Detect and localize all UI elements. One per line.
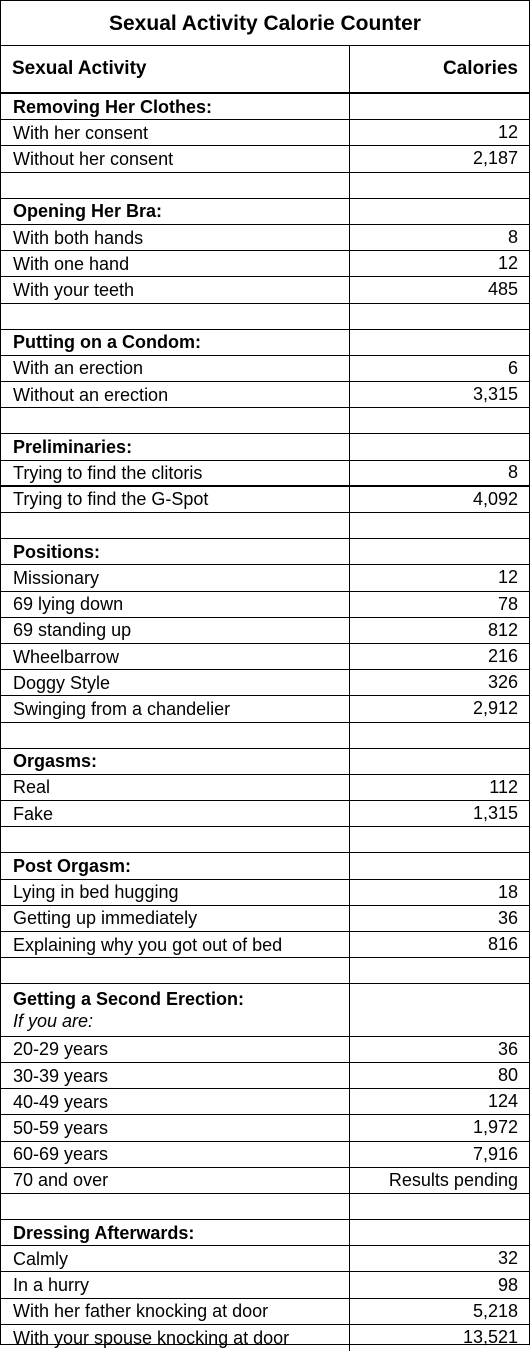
activity-cell	[1, 94, 350, 119]
activity-cell	[1, 1194, 350, 1219]
activity-cell	[1, 330, 350, 355]
section-header-row	[1, 984, 529, 1036]
table-row	[1, 382, 529, 408]
activity-cell	[1, 408, 350, 433]
header-row	[1, 46, 529, 94]
table-row	[1, 487, 529, 513]
calories-cell	[350, 1299, 529, 1324]
calories-cell	[350, 277, 529, 302]
calories-cell	[350, 801, 529, 826]
activity-label: Without her consent	[13, 148, 174, 169]
activity-cell	[1, 670, 350, 695]
activity-cell	[1, 1089, 350, 1114]
calories-cell	[350, 1115, 529, 1140]
activity-label: With her consent	[13, 122, 149, 143]
calories-cell	[350, 199, 529, 224]
calories-cell	[350, 853, 529, 878]
calories-value: 36	[497, 907, 518, 928]
blank-row	[1, 827, 529, 853]
calories-cell	[350, 251, 529, 276]
activity-cell	[1, 644, 350, 669]
calories-cell	[350, 225, 529, 250]
activity-cell	[1, 984, 350, 1035]
activity-label: Calmly	[13, 1248, 69, 1269]
activity-label: 69 lying down	[13, 594, 124, 615]
calories-cell	[350, 434, 529, 459]
calories-cell	[350, 1063, 529, 1088]
calories-cell	[350, 94, 529, 119]
activity-label: 60-69 years	[13, 1144, 109, 1165]
calories-cell	[350, 644, 529, 669]
activity-cell	[1, 696, 350, 721]
calories-value: 7,916	[472, 1143, 518, 1164]
table-row	[1, 775, 529, 801]
calories-value: 12	[497, 567, 518, 588]
table-row	[1, 932, 529, 958]
activity-label: With both hands	[13, 227, 144, 248]
blank-row	[1, 408, 529, 434]
activity-label: Missionary	[13, 567, 100, 588]
section-label: Orgasms:	[13, 751, 98, 772]
activity-label: 69 standing up	[13, 620, 132, 641]
calories-value: 32	[497, 1248, 518, 1269]
calories-cell	[350, 696, 529, 721]
calories-cell	[350, 487, 529, 512]
activity-cell	[1, 513, 350, 538]
calories-cell	[350, 461, 529, 485]
activity-cell	[1, 120, 350, 145]
table-row	[1, 618, 529, 644]
activity-cell	[1, 1220, 350, 1245]
calories-cell	[350, 932, 529, 957]
activity-label: Fake	[13, 803, 54, 824]
calories-cell	[350, 1168, 529, 1193]
calories-cell	[350, 565, 529, 590]
activity-cell	[1, 775, 350, 800]
calories-value: 3,315	[472, 384, 518, 405]
activity-cell	[1, 539, 350, 564]
calories-value: 98	[497, 1274, 518, 1295]
section-header-row	[1, 199, 529, 225]
activity-cell	[1, 1142, 350, 1167]
calories-cell	[350, 827, 529, 852]
table-row	[1, 1115, 529, 1141]
calories-cell	[350, 1089, 529, 1114]
table-row	[1, 592, 529, 618]
activity-label: Wheelbarrow	[13, 646, 120, 667]
section-label: Positions:	[13, 541, 101, 562]
calories-cell	[350, 880, 529, 905]
activity-label: With her father knocking at door	[13, 1301, 269, 1322]
calories-value: 8	[507, 227, 518, 248]
activity-cell	[1, 1246, 350, 1271]
activity-cell	[1, 225, 350, 250]
calories-value: 8	[507, 462, 518, 483]
activity-cell	[1, 749, 350, 774]
blank-row	[1, 958, 529, 984]
calories-cell	[350, 1142, 529, 1167]
section-header-row	[1, 539, 529, 565]
calories-value: 4,092	[472, 488, 518, 509]
section-header-row	[1, 434, 529, 460]
section-header-row	[1, 94, 529, 120]
activity-label: 70 and over	[13, 1170, 109, 1191]
calories-cell	[350, 1194, 529, 1219]
calories-cell	[350, 408, 529, 433]
calories-cell	[350, 539, 529, 564]
activity-cell	[1, 1063, 350, 1088]
activity-cell	[1, 146, 350, 171]
activity-cell	[1, 356, 350, 381]
calories-value: 13,521	[462, 1327, 518, 1348]
table-row	[1, 461, 529, 487]
table-row	[1, 1142, 529, 1168]
section-header-row	[1, 1220, 529, 1246]
activity-label: 30-39 years	[13, 1065, 109, 1086]
calories-cell	[350, 173, 529, 198]
calories-cell	[350, 330, 529, 355]
table-row	[1, 801, 529, 827]
table-title: Sexual Activity Calorie Counter	[1, 1, 529, 46]
calories-cell	[350, 1220, 529, 1245]
calories-value: 36	[497, 1038, 518, 1059]
activity-label: Lying in bed hugging	[13, 882, 179, 903]
table-row	[1, 1063, 529, 1089]
table-row	[1, 696, 529, 722]
blank-row	[1, 1194, 529, 1220]
table-row	[1, 225, 529, 251]
activity-cell	[1, 251, 350, 276]
activity-cell	[1, 932, 350, 957]
calories-cell	[350, 304, 529, 329]
calories-cell	[350, 1272, 529, 1297]
calories-value: 80	[497, 1065, 518, 1086]
activity-cell	[1, 1299, 350, 1324]
section-sublabel: If you are:	[13, 1011, 94, 1032]
section-header-row	[1, 853, 529, 879]
table-row	[1, 1325, 529, 1351]
activity-label: With your teeth	[13, 279, 135, 300]
section-label: Post Orgasm:	[13, 856, 132, 877]
activity-label: 20-29 years	[13, 1039, 109, 1060]
table-row	[1, 1168, 529, 1194]
calories-cell	[350, 775, 529, 800]
calories-value: 124	[487, 1091, 518, 1112]
calories-cell	[350, 382, 529, 407]
calories-cell	[350, 618, 529, 643]
activity-cell	[1, 173, 350, 198]
section-header-row	[1, 330, 529, 356]
calories-value: 812	[487, 619, 518, 640]
blank-row	[1, 304, 529, 330]
calories-value: 12	[497, 253, 518, 274]
blank-row	[1, 513, 529, 539]
calories-cell	[350, 958, 529, 983]
activity-cell	[1, 199, 350, 224]
calories-cell	[350, 906, 529, 931]
header-activity: Sexual Activity	[1, 46, 350, 92]
table-row	[1, 251, 529, 277]
table-row	[1, 1089, 529, 1115]
section-header-row	[1, 749, 529, 775]
blank-row	[1, 173, 529, 199]
table-row	[1, 1037, 529, 1063]
calories-cell	[350, 749, 529, 774]
calories-cell	[350, 984, 529, 1035]
table-row	[1, 880, 529, 906]
activity-cell	[1, 958, 350, 983]
calories-value: 816	[487, 934, 518, 955]
activity-cell	[1, 1037, 350, 1062]
activity-cell	[1, 880, 350, 905]
activity-cell	[1, 723, 350, 748]
activity-label: Trying to find the G-Spot	[13, 489, 209, 510]
table-row	[1, 1272, 529, 1298]
calories-value: 1,315	[472, 803, 518, 824]
calories-cell	[350, 723, 529, 748]
activity-label: Trying to find the clitoris	[13, 462, 203, 483]
activity-label: With your spouse knocking at door	[13, 1327, 290, 1348]
calories-value: 6	[507, 357, 518, 378]
activity-label: Doggy Style	[13, 672, 111, 693]
activity-label: In a hurry	[13, 1275, 90, 1296]
activity-label: Real	[13, 777, 51, 798]
activity-cell	[1, 592, 350, 617]
calories-cell	[350, 1246, 529, 1271]
table-row	[1, 146, 529, 172]
table-row	[1, 120, 529, 146]
table-row	[1, 1299, 529, 1325]
calories-value: 18	[497, 881, 518, 902]
calories-cell	[350, 1037, 529, 1062]
calories-cell	[350, 356, 529, 381]
calories-value: 5,218	[472, 1300, 518, 1321]
activity-cell	[1, 487, 350, 512]
activity-label: Explaining why you got out of bed	[13, 934, 283, 955]
table-row	[1, 670, 529, 696]
calories-value: Results pending	[388, 1169, 518, 1190]
activity-label: Getting up immediately	[13, 908, 198, 929]
calories-cell	[350, 120, 529, 145]
activity-cell	[1, 618, 350, 643]
activity-cell	[1, 434, 350, 459]
activity-cell	[1, 304, 350, 329]
activity-cell	[1, 277, 350, 302]
table-row	[1, 565, 529, 591]
calories-value: 1,972	[472, 1117, 518, 1138]
activity-label: 40-49 years	[13, 1091, 109, 1112]
activity-cell	[1, 853, 350, 878]
calories-cell	[350, 146, 529, 171]
activity-cell	[1, 1272, 350, 1297]
activity-label: Swinging from a chandelier	[13, 698, 231, 719]
activity-cell	[1, 565, 350, 590]
section-label: Preliminaries:	[13, 437, 133, 458]
activity-cell	[1, 382, 350, 407]
calories-value: 326	[487, 672, 518, 693]
calories-value: 485	[487, 279, 518, 300]
section-label: Removing Her Clothes:	[13, 96, 213, 117]
activity-cell	[1, 1325, 350, 1351]
activity-cell	[1, 1168, 350, 1193]
calories-cell	[350, 670, 529, 695]
activity-label: Without an erection	[13, 384, 169, 405]
table-row	[1, 1246, 529, 1272]
calories-value: 2,187	[472, 148, 518, 169]
calories-value: 12	[497, 122, 518, 143]
section-label: Putting on a Condom:	[13, 332, 201, 353]
activity-label: 50-59 years	[13, 1117, 109, 1138]
table-row	[1, 644, 529, 670]
table-body	[1, 94, 529, 1351]
table-row	[1, 356, 529, 382]
section-label: Opening Her Bra:	[13, 201, 163, 222]
activity-cell	[1, 827, 350, 852]
header-calories: Calories	[443, 58, 518, 79]
activity-cell	[1, 461, 350, 485]
activity-cell	[1, 906, 350, 931]
activity-cell	[1, 801, 350, 826]
activity-label: With an erection	[13, 358, 144, 379]
calories-value: 2,912	[472, 698, 518, 719]
calories-cell	[350, 592, 529, 617]
activity-cell	[1, 1115, 350, 1140]
blank-row	[1, 723, 529, 749]
section-label: Dressing Afterwards:	[13, 1222, 195, 1243]
table-row	[1, 906, 529, 932]
section-label: Getting a Second Erection:	[13, 989, 245, 1010]
calories-value: 112	[489, 776, 518, 797]
calories-value: 78	[497, 593, 518, 614]
activity-label: With one hand	[13, 253, 130, 274]
table-row	[1, 277, 529, 303]
calories-cell	[350, 513, 529, 538]
calories-cell	[350, 1325, 529, 1351]
calories-value: 216	[487, 646, 518, 667]
